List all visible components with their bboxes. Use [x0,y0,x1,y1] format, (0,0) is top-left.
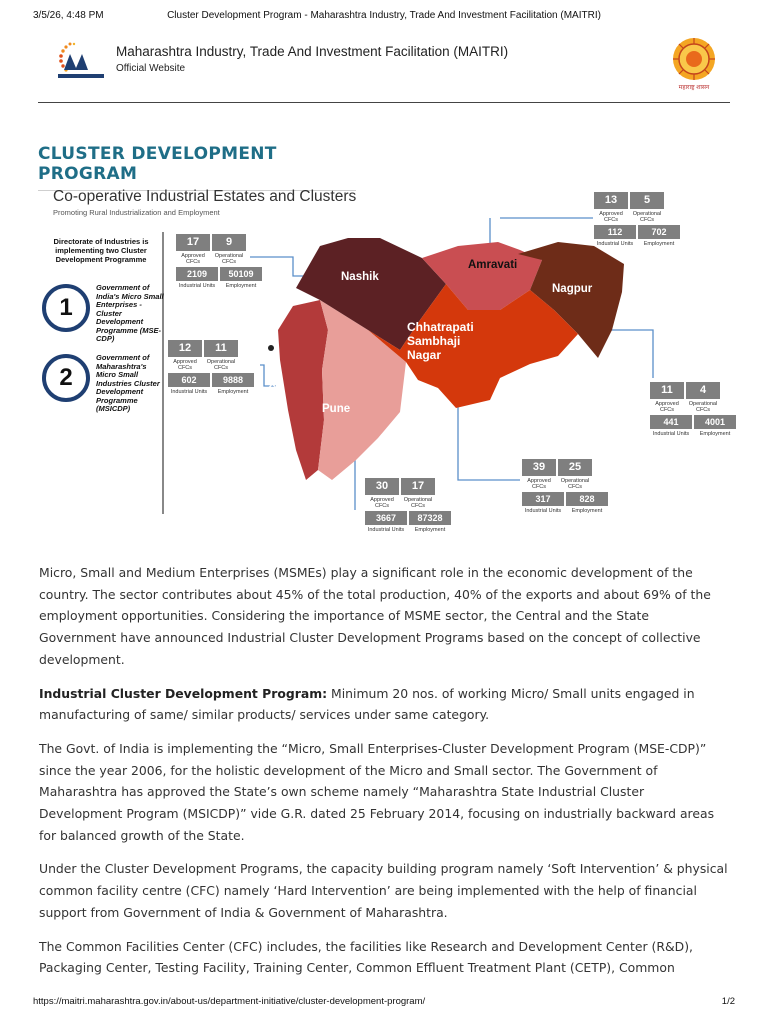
region-label-nashik: Nashik [341,271,379,283]
paragraph-cfc: The Common Facilities Center (CFC) includes, the facilities like Research and Development Center (R&D), Packaging Center, Testing Facility, Training Center, Common Effluent Treatment Plant (CETP), Common [39,938,693,976]
seal-caption: महाराष्ट्र शासन [678,85,710,91]
programme-text: Government of India's Micro Small Enterprises - Cluster Development Programme (MSE-CDP) [96,283,164,343]
industrial-units-label: Industrial Units [596,241,634,247]
industrial-units-value: 602 [168,373,210,387]
region-label-pune: Pune [322,403,351,415]
operational-cfcs-value: 4 [686,382,720,399]
print-header [33,10,735,24]
employment-label: Employment [414,527,446,533]
operational-cfcs-label: Operational CFCs [688,401,718,413]
print-footer [33,996,735,1010]
operational-cfcs-value: 9 [212,234,246,251]
region-label-konkan: Konkan [264,380,284,422]
approved-cfcs-label: Approved CFCs [527,478,551,490]
approved-cfcs-label: Approved CFCs [655,401,679,413]
industrial-units-value: 112 [594,225,636,239]
industrial-units-label: Industrial Units [524,508,562,514]
infographic-title: Co-operative Industrial Estates and Clusters [53,188,357,205]
print-datetime: 3/5/26, 4:48 PM [33,10,104,21]
industrial-units-label: Industrial Units [367,527,405,533]
page-title: CLUSTER DEVELOPMENT PROGRAM [38,144,356,191]
paragraph-icd [39,683,729,726]
cluster-infographic [38,180,730,550]
operational-cfcs-label: Operational CFCs [403,497,433,509]
industrial-units-value: 317 [522,492,564,506]
region-label-amravati: Amravati [468,259,518,271]
statbox-nashik [176,234,276,291]
site-subtitle: Official Website [116,63,186,74]
employment-label: Employment [571,508,603,514]
operational-cfcs-label: Operational CFCs [214,253,244,265]
operational-cfcs-value: 5 [630,192,664,209]
site-header [38,36,730,103]
article-body [39,562,729,991]
industrial-units-label: Industrial Units [652,431,690,437]
approved-cfcs-value: 39 [522,459,556,476]
paragraph-msme: Micro, Small and Medium Enterprises (MSMEs) play a significant role in the economic development of the country. The sector contributes about 45% of the total production, 40% of the exports and about 69% of the employment opportunities. Considering the importance of MSME sector, the Central and the State Government have announced Industrial Cluster Development Programs based on the concept of collective development. [39,565,711,667]
statbox-nagpur [650,382,750,439]
approved-cfcs-value: 12 [168,340,202,357]
approved-cfcs-label: Approved CFCs [181,253,205,265]
region-label-csn-line2: Sambhaji [407,334,461,348]
infographic-subtitle: Promoting Rural Industrialization and Employment [53,208,220,217]
approved-cfcs-label: Approved CFCs [599,211,623,223]
approved-cfcs-value: 13 [594,192,628,209]
page-url-link[interactable]: https://maitri.maharashtra.gov.in/about-us/department-initiative/cluster-development-program/ [33,996,426,1007]
programme-number: 2 [42,354,90,402]
statbox-pune [365,478,465,535]
region-label-csn-line1: Chhatrapati [407,320,474,334]
employment-value: 9888 [212,373,254,387]
marker-dot [268,345,274,351]
approved-cfcs-value: 11 [650,382,684,399]
operational-cfcs-value: 25 [558,459,592,476]
operational-cfcs-label: Operational CFCs [206,359,236,371]
approved-cfcs-value: 17 [176,234,210,251]
region-label-csn-line3: Nagar [407,348,442,362]
brand [116,44,508,74]
statbox-amravati [594,192,694,249]
employment-label: Employment [225,283,257,289]
site-name: Maharashtra Industry, Trade And Investment Facilitation (MAITRI) [116,44,509,59]
paragraph-interventions: Under the Cluster Development Programs, the capacity building program namely ‘Soft Intervention’ & physical common facility centre (CFC) namely ‘Hard Intervention’ are being implemented with the help of financial support from Government of India & Government of Maharashtra. [39,861,728,920]
maharashtra-seal-icon[interactable] [668,36,720,92]
employment-value: 87328 [409,511,451,525]
employment-value: 4001 [694,415,736,429]
region-label-nagpur: Nagpur [552,283,593,295]
icd-text: Minimum 20 nos. of working Micro/ Small units engaged in manufacturing of same/ similar products/ services under same category. [39,685,695,723]
approved-cfcs-label: Approved CFCs [173,359,197,371]
maitri-logo-icon[interactable] [56,42,108,82]
employment-label: Employment [699,431,731,437]
region-label-csn [407,320,474,362]
employment-value: 828 [566,492,608,506]
industrial-units-value: 2109 [176,267,218,281]
industrial-units-label: Industrial Units [170,389,208,395]
operational-cfcs-label: Operational CFCs [632,211,662,223]
programme-number: 1 [42,284,90,332]
employment-value: 702 [638,225,680,239]
industrial-units-value: 441 [650,415,692,429]
operational-cfcs-value: 17 [401,478,435,495]
statbox-konkan [168,340,268,397]
operational-cfcs-label: Operational CFCs [560,478,590,490]
icd-heading: Industrial Cluster Development Program: [39,685,328,701]
approved-cfcs-label: Approved CFCs [370,497,394,509]
page-number: 1/2 [721,996,735,1007]
directorate-note: Directorate of Industries is implementing two Cluster Development Programme [53,237,149,264]
industrial-units-value: 3667 [365,511,407,525]
print-title: Cluster Development Program - Maharashtra Industry, Trade And Investment Facilitation (MAITRI) [167,10,601,21]
employment-value: 50109 [220,267,262,281]
employment-label: Employment [643,241,675,247]
approved-cfcs-value: 30 [365,478,399,495]
industrial-units-label: Industrial Units [178,283,216,289]
operational-cfcs-value: 11 [204,340,238,357]
employment-label: Employment [217,389,249,395]
statbox-csn [522,459,622,516]
programme-text: Government of Maharashtra's Micro Small Industries Cluster Development Programme (MSICDP) [96,353,160,413]
paragraph-govt: The Govt. of India is implementing the “Micro, Small Enterprises-Cluster Development Program (MSE-CDP)” since the year 2006, for the holistic development of the Micro and Small sector. The Government of Maharashtra has approved the State’s own scheme namely “Maharashtra State Industrial Cluster Development Program (MSICDP)” vide G.R. dated 25 February 2014, focusing on industrially backward areas for balanced growth of the State. [39,740,715,843]
